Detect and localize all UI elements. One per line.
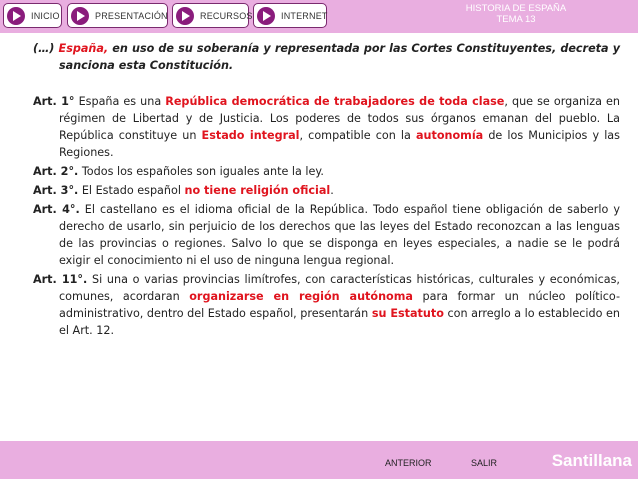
article-label: Art. 4°.: [33, 203, 80, 216]
play-icon: [71, 7, 89, 25]
internet-label: INTERNET: [281, 10, 328, 21]
intro-prefix: (…): [33, 42, 59, 55]
intro-paragraph: [33, 40, 620, 74]
article-1: [33, 93, 620, 161]
article-text: Todos los españoles son iguales ante la ley.: [78, 165, 324, 178]
article-text: España es una: [74, 95, 166, 108]
header-subject: HISTORIA DE ESPAÑA: [465, 3, 567, 14]
article-highlight: no tiene religión oficial: [184, 184, 331, 197]
presentacion-label: PRESENTACIÓN: [95, 10, 168, 21]
internet-button[interactable]: [253, 3, 327, 28]
top-navigation-bar: [0, 0, 638, 33]
header-topic: TEMA 13: [496, 14, 536, 25]
article-text: El castellano es el idioma oficial de la República. Todo español tiene obligación de saberlo y derecho de usarlo, sin perjuicio de los derechos que las leyes del Estado reconozcan a las lenguas de las provincias o regiones. Salvo lo que se disponga en leyes especiales, a nadie se le podrá exigir el conocimiento ni el uso de ninguna lengua regional.: [59, 203, 620, 267]
article-text: El Estado español: [78, 184, 185, 197]
intro-highlight: España,: [58, 42, 109, 55]
article-text: de los Municipios y las Regiones.: [59, 129, 620, 159]
recursos-label: RECURSOS: [200, 10, 253, 21]
article-highlight: organizarse en región autónoma: [189, 290, 413, 303]
article-label: Art. 11°.: [33, 273, 88, 286]
article-highlight: autonomía: [415, 129, 484, 142]
play-icon: [176, 7, 194, 25]
article-label: Art. 3°.: [33, 184, 79, 197]
anterior-link[interactable]: ANTERIOR: [385, 458, 432, 468]
santillana-logo: Santillana: [551, 451, 632, 470]
article-label: Art. 1°: [33, 95, 75, 108]
article-highlight: Estado integral: [201, 129, 300, 142]
article-label: Art. 2°.: [33, 165, 79, 178]
article-text: .: [330, 184, 334, 197]
salir-link[interactable]: SALIR: [471, 458, 498, 468]
article-4: [33, 201, 620, 269]
inicio-button[interactable]: [3, 3, 62, 28]
article-text: , compatible con la: [299, 129, 416, 142]
recursos-button[interactable]: [172, 3, 253, 28]
header-title: [446, 3, 586, 25]
intro-text: en uso de su soberanía y representada por las Cortes Constituyentes, decreta y sanciona esta Constitución.: [59, 42, 620, 72]
article-highlight: su Estatuto: [371, 307, 444, 320]
bottom-navigation-bar: [0, 441, 638, 479]
play-icon: [257, 7, 275, 25]
article-text: Si una o varias provincias limítrofes, con características históricas, culturales y económicas, comunes, acordaran: [59, 273, 620, 303]
play-icon: [7, 7, 25, 25]
inicio-label: INICIO: [31, 10, 60, 21]
article-3: [33, 182, 620, 199]
constitution-text: [33, 40, 620, 341]
presentacion-button[interactable]: [67, 3, 168, 28]
article-text: , que se organiza en régimen de Libertad y de Justicia. Los poderes de todos sus órganos emanan del pueblo. La República constituye un: [59, 95, 620, 142]
article-text: para formar un núcleo político-administrativo, dentro del Estado español, presentarán: [59, 290, 621, 320]
article-11: [33, 271, 620, 339]
article-2: [33, 163, 620, 180]
article-text: con arreglo a lo establecido en el Art. 12.: [59, 307, 620, 337]
article-highlight: República democrática de trabajadores de toda clase: [165, 95, 505, 108]
